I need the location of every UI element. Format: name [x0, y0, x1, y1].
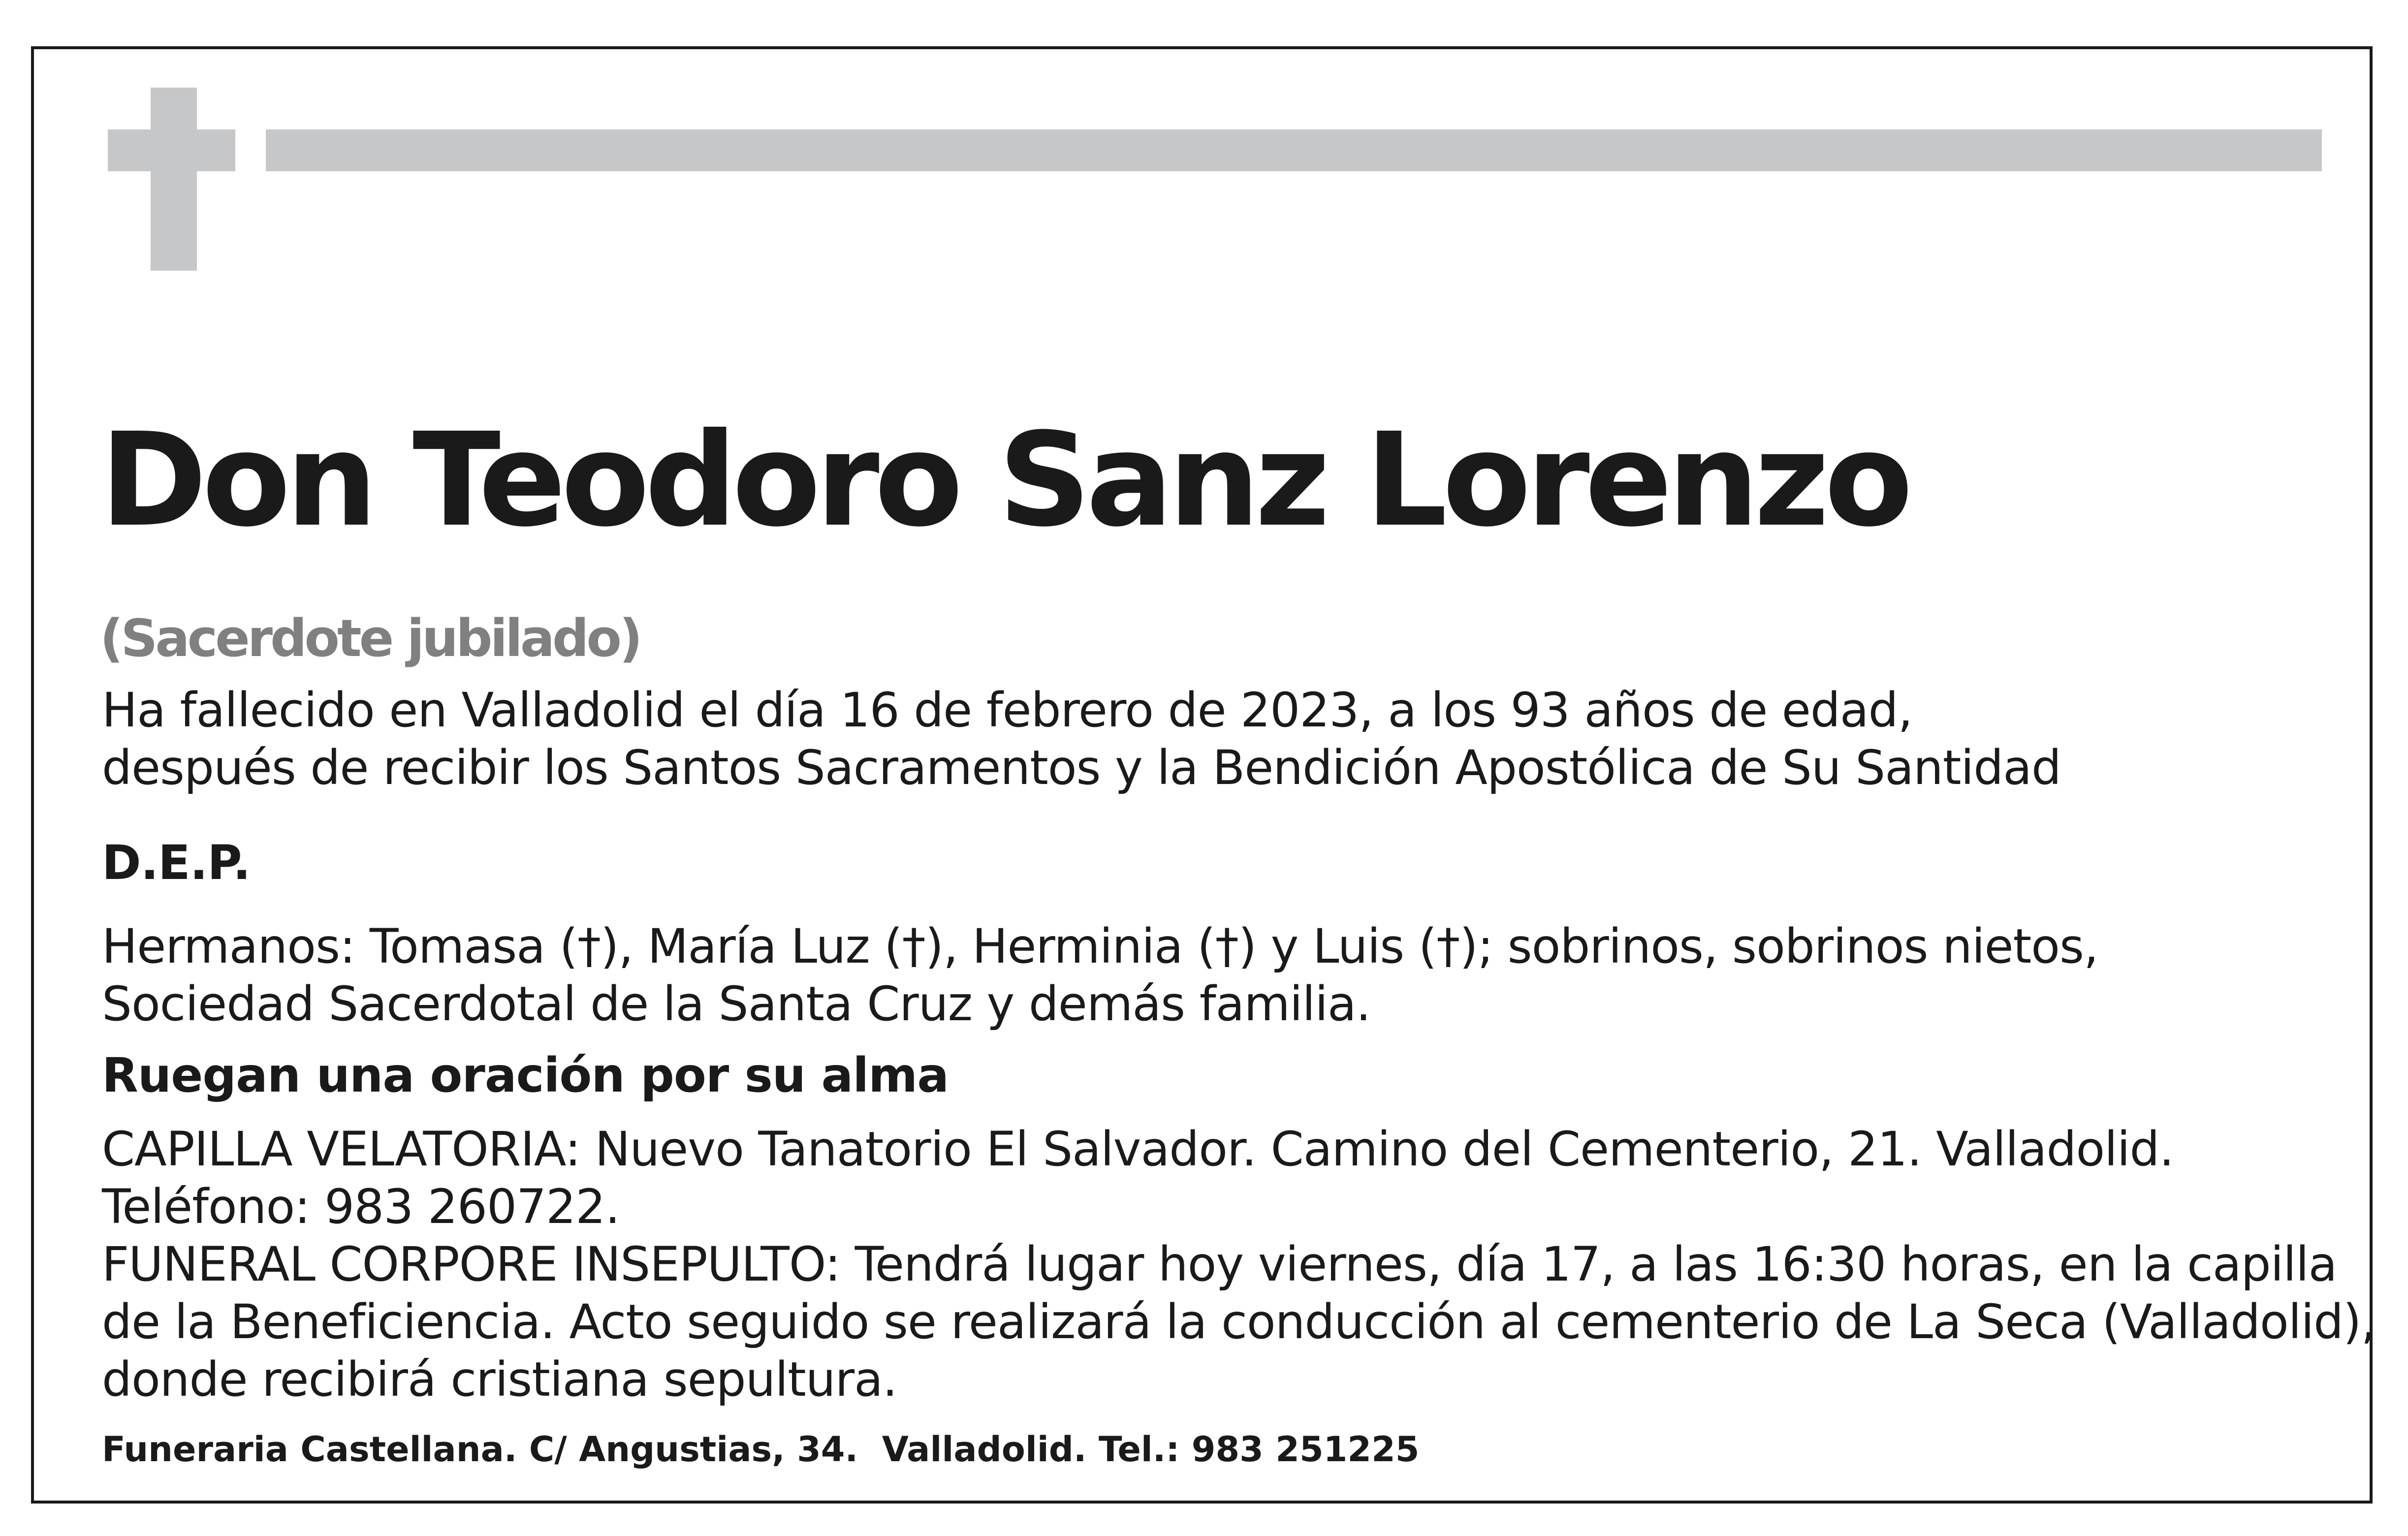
details-line: de la Beneficiencia. Acto seguido se realizará la conducción al cementerio de La Seca (Valladolid),: [102, 1294, 2376, 1349]
family-line: Sociedad Sacerdotal de la Santa Cruz y demás familia.: [102, 976, 1371, 1032]
details-line: FUNERAL CORPORE INSEPULTO: Tendrá lugar hoy viernes, día 17, a las 16:30 horas, en la capilla: [102, 1237, 2337, 1292]
death-announcement: [102, 682, 2061, 797]
deceased-title: (Sacerdote jubilado): [100, 608, 640, 668]
prayer-request: Ruegan una oración por su alma: [102, 1048, 949, 1103]
cross-icon-arm: [108, 129, 235, 171]
dep-label: D.E.P.: [102, 835, 251, 890]
family-line: Hermanos: Tomasa (†), María Luz (†), Herminia (†) y Luis (†); sobrinos, sobrinos nietos,: [102, 919, 2098, 974]
details-line: CAPILLA VELATORIA: Nuevo Tanatorio El Salvador. Camino del Cementerio, 21. Valladolid.: [102, 1122, 2174, 1177]
details-line: donde recibirá cristiana sepultura.: [102, 1352, 897, 1407]
funeral-details: [102, 1121, 2376, 1409]
announcement-line: Ha fallecido en Valladolid el día 16 de febrero de 2023, a los 93 años de edad,: [102, 683, 1913, 738]
funeral-home-footer: Funeraria Castellana. C/ Angustias, 34. Valladolid. Tel.: 983 251225: [102, 1429, 1420, 1470]
announcement-line: después de recibir los Santos Sacramentos y la Bendición Apostólica de Su Santidad: [102, 740, 2061, 795]
family-list: [102, 918, 2098, 1033]
header-rule: [266, 129, 2322, 171]
cross-icon: [151, 88, 197, 271]
details-line: Teléfono: 983 260722.: [102, 1179, 620, 1234]
deceased-name: Don Teodoro Sanz Lorenzo: [100, 405, 1908, 555]
